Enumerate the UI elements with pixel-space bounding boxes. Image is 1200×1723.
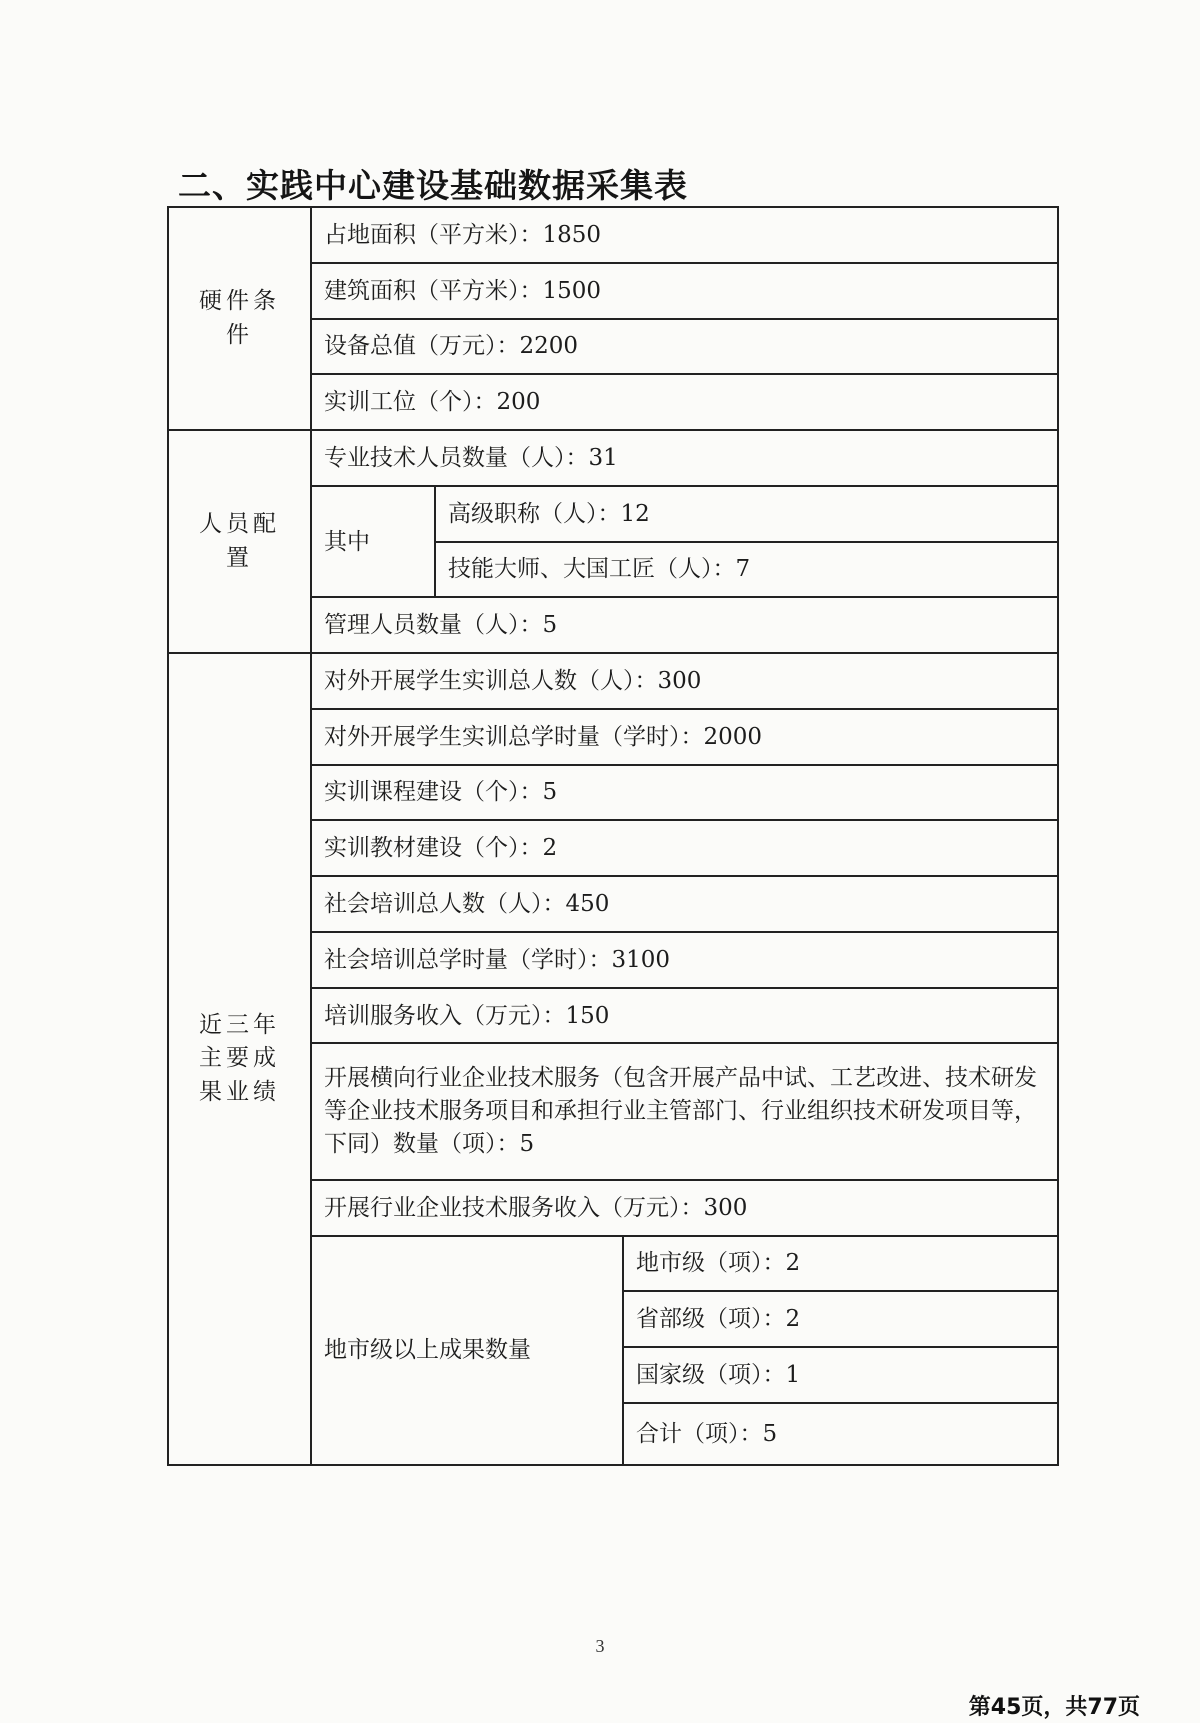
achievement-item-tech-services: 开展横向行业企业技术服务（包含开展产品中试、工艺改进、技术研发等企业技术服务项目和承担行业主管部门、行业组织技术研发项目等，下同）数量（项）：5 [311, 1043, 1058, 1179]
results-total: 合计（项）：5 [623, 1403, 1058, 1465]
staff-of-which-label: 其中 [311, 486, 435, 598]
category-hardware: 硬件条件 [168, 207, 311, 430]
page-footer: 第45页，共77页 [968, 1695, 1140, 1720]
achievement-item: 实训教材建设（个）：2 [311, 820, 1058, 876]
achievement-item: 对外开展学生实训总学时量（学时）：2000 [311, 709, 1058, 765]
staff-senior-title: 高级职称（人）：12 [435, 486, 1058, 542]
results-national: 国家级（项）：1 [623, 1347, 1058, 1403]
category-staff: 人员配置 [168, 430, 311, 653]
category-achievements: 近三年主要成果业绩 [168, 653, 311, 1465]
hardware-training-stations: 实训工位（个）：200 [311, 374, 1058, 430]
results-count-label: 地市级以上成果数量 [311, 1236, 623, 1465]
hardware-building-area: 建筑面积（平方米）：1500 [311, 263, 1058, 319]
page-title: 二、实践中心建设基础数据采集表 [178, 166, 688, 205]
hardware-equipment-value: 设备总值（万元）：2200 [311, 319, 1058, 375]
achievement-item: 社会培训总学时量（学时）：3100 [311, 932, 1058, 988]
results-provincial: 省部级（项）：2 [623, 1291, 1058, 1347]
achievement-item: 社会培训总人数（人）：450 [311, 876, 1058, 932]
achievement-item: 实训课程建设（个）：5 [311, 765, 1058, 821]
staff-skill-masters: 技能大师、大国工匠（人）：7 [435, 542, 1058, 598]
page-number: 3 [595, 1636, 605, 1656]
results-municipal: 地市级（项）：2 [623, 1236, 1058, 1292]
hardware-land-area: 占地面积（平方米）：1850 [311, 207, 1058, 263]
achievement-item: 培训服务收入（万元）：150 [311, 988, 1058, 1044]
staff-management-count: 管理人员数量（人）：5 [311, 597, 1058, 653]
data-collection-table [167, 206, 1059, 1466]
achievement-item: 对外开展学生实训总人数（人）：300 [311, 653, 1058, 709]
achievement-item: 开展行业企业技术服务收入（万元）：300 [311, 1180, 1058, 1236]
staff-professional-count: 专业技术人员数量（人）：31 [311, 430, 1058, 486]
